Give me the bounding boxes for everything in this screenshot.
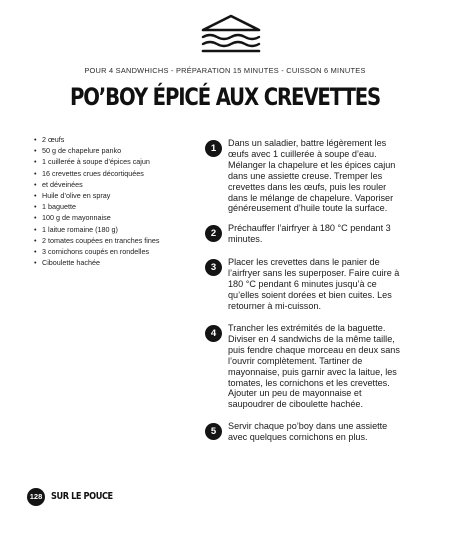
ingredient-item: • 1 cuillerée à soupe d’épices cajun <box>34 156 184 167</box>
ingredient-list <box>34 134 184 268</box>
ingredient-item: • et déveinées <box>34 179 184 190</box>
recipe-title: PO’BOY ÉPICÉ AUX CREVETTES <box>69 83 381 111</box>
step-number-badge: 1 <box>205 140 222 157</box>
step-number-badge: 2 <box>205 225 222 242</box>
ingredient-item: • 3 cornichons coupés en rondelles <box>34 246 184 257</box>
step-number-badge: 5 <box>205 423 222 440</box>
recipe-meta: POUR 4 SANDWHICHS - PRÉPARATION 15 MINUTES - CUISSON 6 MINUTES <box>84 66 366 75</box>
page-number-badge: 128 <box>27 488 45 506</box>
ingredient-item: • 2 tomates coupées en tranches fines <box>34 235 184 246</box>
ingredient-item: • 1 baguette <box>34 201 184 212</box>
step-text: Trancher les extrémités de la baguette. Diviser en 4 sandwichs de la même taille, puis fendre chaque morceau en deux sans l’ouvrir complètement. Tartiner de mayonnaise, puis garnir avec la laitue, les tomates, les cornichons et les crevettes. Ajouter un peu de mayonnaise et saupoudrer de ciboulette hachée. <box>228 323 400 410</box>
ingredient-item: • 100 g de mayonnaise <box>34 212 184 223</box>
ingredient-item: • 50 g de chapelure panko <box>34 145 184 156</box>
ingredient-item: • 2 œufs <box>34 134 184 145</box>
ingredient-item: • Huile d’olive en spray <box>34 190 184 201</box>
ingredient-item: • 1 laitue romaine (180 g) <box>34 224 184 235</box>
step-text: Préchauffer l’airfryer à 180 °C pendant 3 minutes. <box>228 223 391 244</box>
sandwich-icon <box>200 13 262 55</box>
step-number-badge: 3 <box>205 259 222 276</box>
step-text: Servir chaque po’boy dans une assiette avec quelques cornichons en plus. <box>228 421 388 442</box>
section-name: SUR LE POUCE <box>51 491 113 502</box>
step-text: Placer les crevettes dans le panier de l’airfryer sans les superposer. Faire cuire à 180 °C pendant 6 minutes jusqu’à ce qu’elles soient dorées et bien cuites. Les retourner à mi-cuisson. <box>228 257 400 311</box>
step-number-badge: 4 <box>205 325 222 342</box>
step-text: Dans un saladier, battre légèrement les œufs avec 1 cuillerée à soupe d’eau. Mélanger la chapelure et les épices cajun dans une assiette creuse. Tremper les crevettes dans les œufs, puis les rouler dans le mélange de chapelure. Vaporiser généreusement d’huile toute la surface. <box>228 138 396 214</box>
ingredient-item: • 16 crevettes crues décortiquées <box>34 168 184 179</box>
ingredient-item: • Ciboulette hachée <box>34 257 184 268</box>
